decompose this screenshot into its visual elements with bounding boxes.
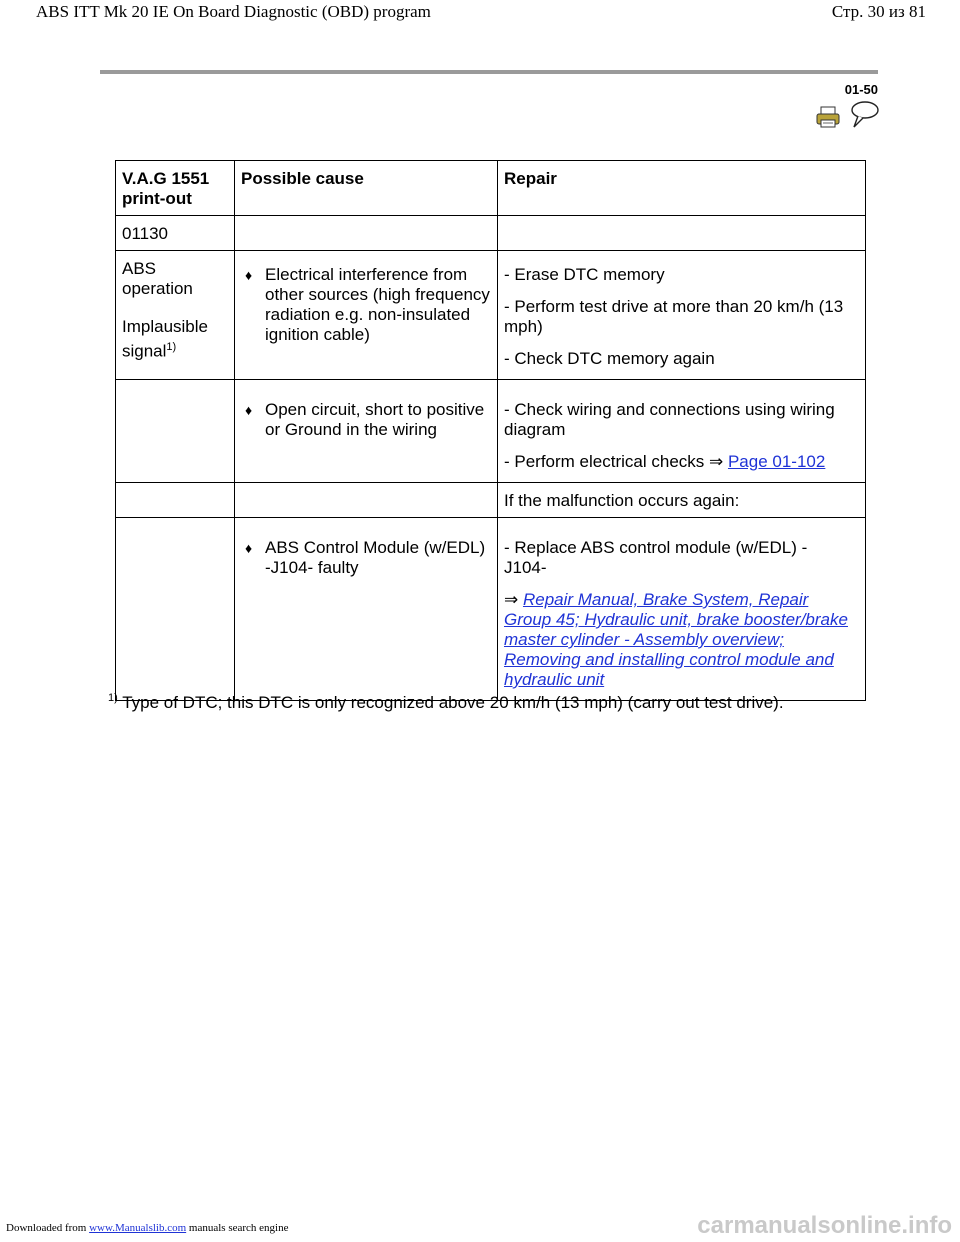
dtc-code: 01130 (116, 216, 235, 251)
table-row (116, 216, 866, 251)
download-credit: Downloaded from www.Manualslib.com manuals search engine (6, 1222, 289, 1234)
diamond-bullet-icon: ♦ (245, 267, 253, 283)
empty-cell (498, 216, 866, 251)
cause-cell (235, 251, 498, 380)
header-printout: V.A.G 1551 print-out (116, 161, 235, 216)
printout-abs-operation: ABS operation (122, 259, 193, 298)
repair-manual-reference: ⇒ Repair Manual, Brake System, Repair Group 45; Hydraulic unit, brake booster/brake master cylinder - Assembly overview; Removing and installing control module and hydraulic unit (504, 590, 848, 689)
diamond-bullet-icon: ♦ (245, 402, 253, 418)
document-title: ABS ITT Mk 20 IE On Board Diagnostic (OBD) program (36, 2, 431, 21)
footnote-ref[interactable]: 1) (166, 341, 177, 353)
cause-cell (235, 380, 498, 483)
printout-cell (116, 251, 235, 380)
repair-step: - Erase DTC memory (504, 265, 665, 284)
repair-step: - Perform electrical checks ⇒ Page 01-102 (504, 452, 826, 471)
header-divider (100, 70, 878, 74)
header-repair: Repair (498, 161, 866, 216)
page-code: 01-50 (844, 82, 878, 97)
empty-cell (116, 518, 235, 701)
printout-implausible-signal: Implausible signal$^{1)}$ (122, 317, 208, 361)
repair-step: - Check wiring and connections using wiring diagram (504, 400, 835, 439)
repair-cell (498, 251, 866, 380)
page-link[interactable]: Page 01-102 (727, 452, 826, 471)
diamond-bullet-icon: ♦ (245, 540, 253, 556)
repair-cell (498, 380, 866, 483)
table-row (116, 251, 866, 380)
empty-cell (116, 483, 235, 518)
watermark: carmanualsonline.info (697, 1212, 952, 1239)
table-header-row (116, 161, 866, 216)
cause-text: Electrical interference from other sources (high frequency radiation e.g. non-insulated ignition cable) (265, 265, 490, 344)
repair-manual-link[interactable]: Repair Manual, Brake System, Repair Group 45; Hydraulic unit, brake booster/brake master cylinder - Assembly overview; Removing and installing control module and hydraulic unit (504, 590, 848, 689)
cause-text: Open circuit, short to positive or Ground in the wiring (265, 400, 485, 439)
repair-step: - Check DTC memory again (504, 349, 715, 368)
cause-text: ABS Control Module (w/EDL) -J104- faulty (265, 538, 486, 577)
footnote (108, 692, 784, 713)
repair-note: If the malfunction occurs again: (498, 483, 866, 518)
empty-cell (116, 380, 235, 483)
dtc-table (115, 160, 866, 701)
cause-cell (235, 518, 498, 701)
empty-cell (235, 216, 498, 251)
repair-step: - Replace ABS control module (w/EDL) - J104- (504, 538, 808, 577)
printer-icon[interactable] (816, 106, 840, 128)
footnote-mark: 1) (108, 692, 118, 704)
repair-cell (498, 518, 866, 701)
repair-step: - Perform test drive at more than 20 km/h (13 mph) (504, 297, 844, 336)
table-row (116, 483, 866, 518)
header-possible-cause: Possible cause (235, 161, 498, 216)
table-row (116, 380, 866, 483)
footnote-text: Type of DTC; this DTC is only recognized above 20 km/h (13 mph) (carry out test drive). (117, 693, 784, 712)
table-row (116, 518, 866, 701)
speech-bubble-icon[interactable] (848, 100, 880, 130)
page-counter: Стр. 30 из 81 (831, 2, 926, 21)
empty-cell (235, 483, 498, 518)
manualslib-link[interactable]: www.Manualslib.com (89, 1222, 187, 1234)
